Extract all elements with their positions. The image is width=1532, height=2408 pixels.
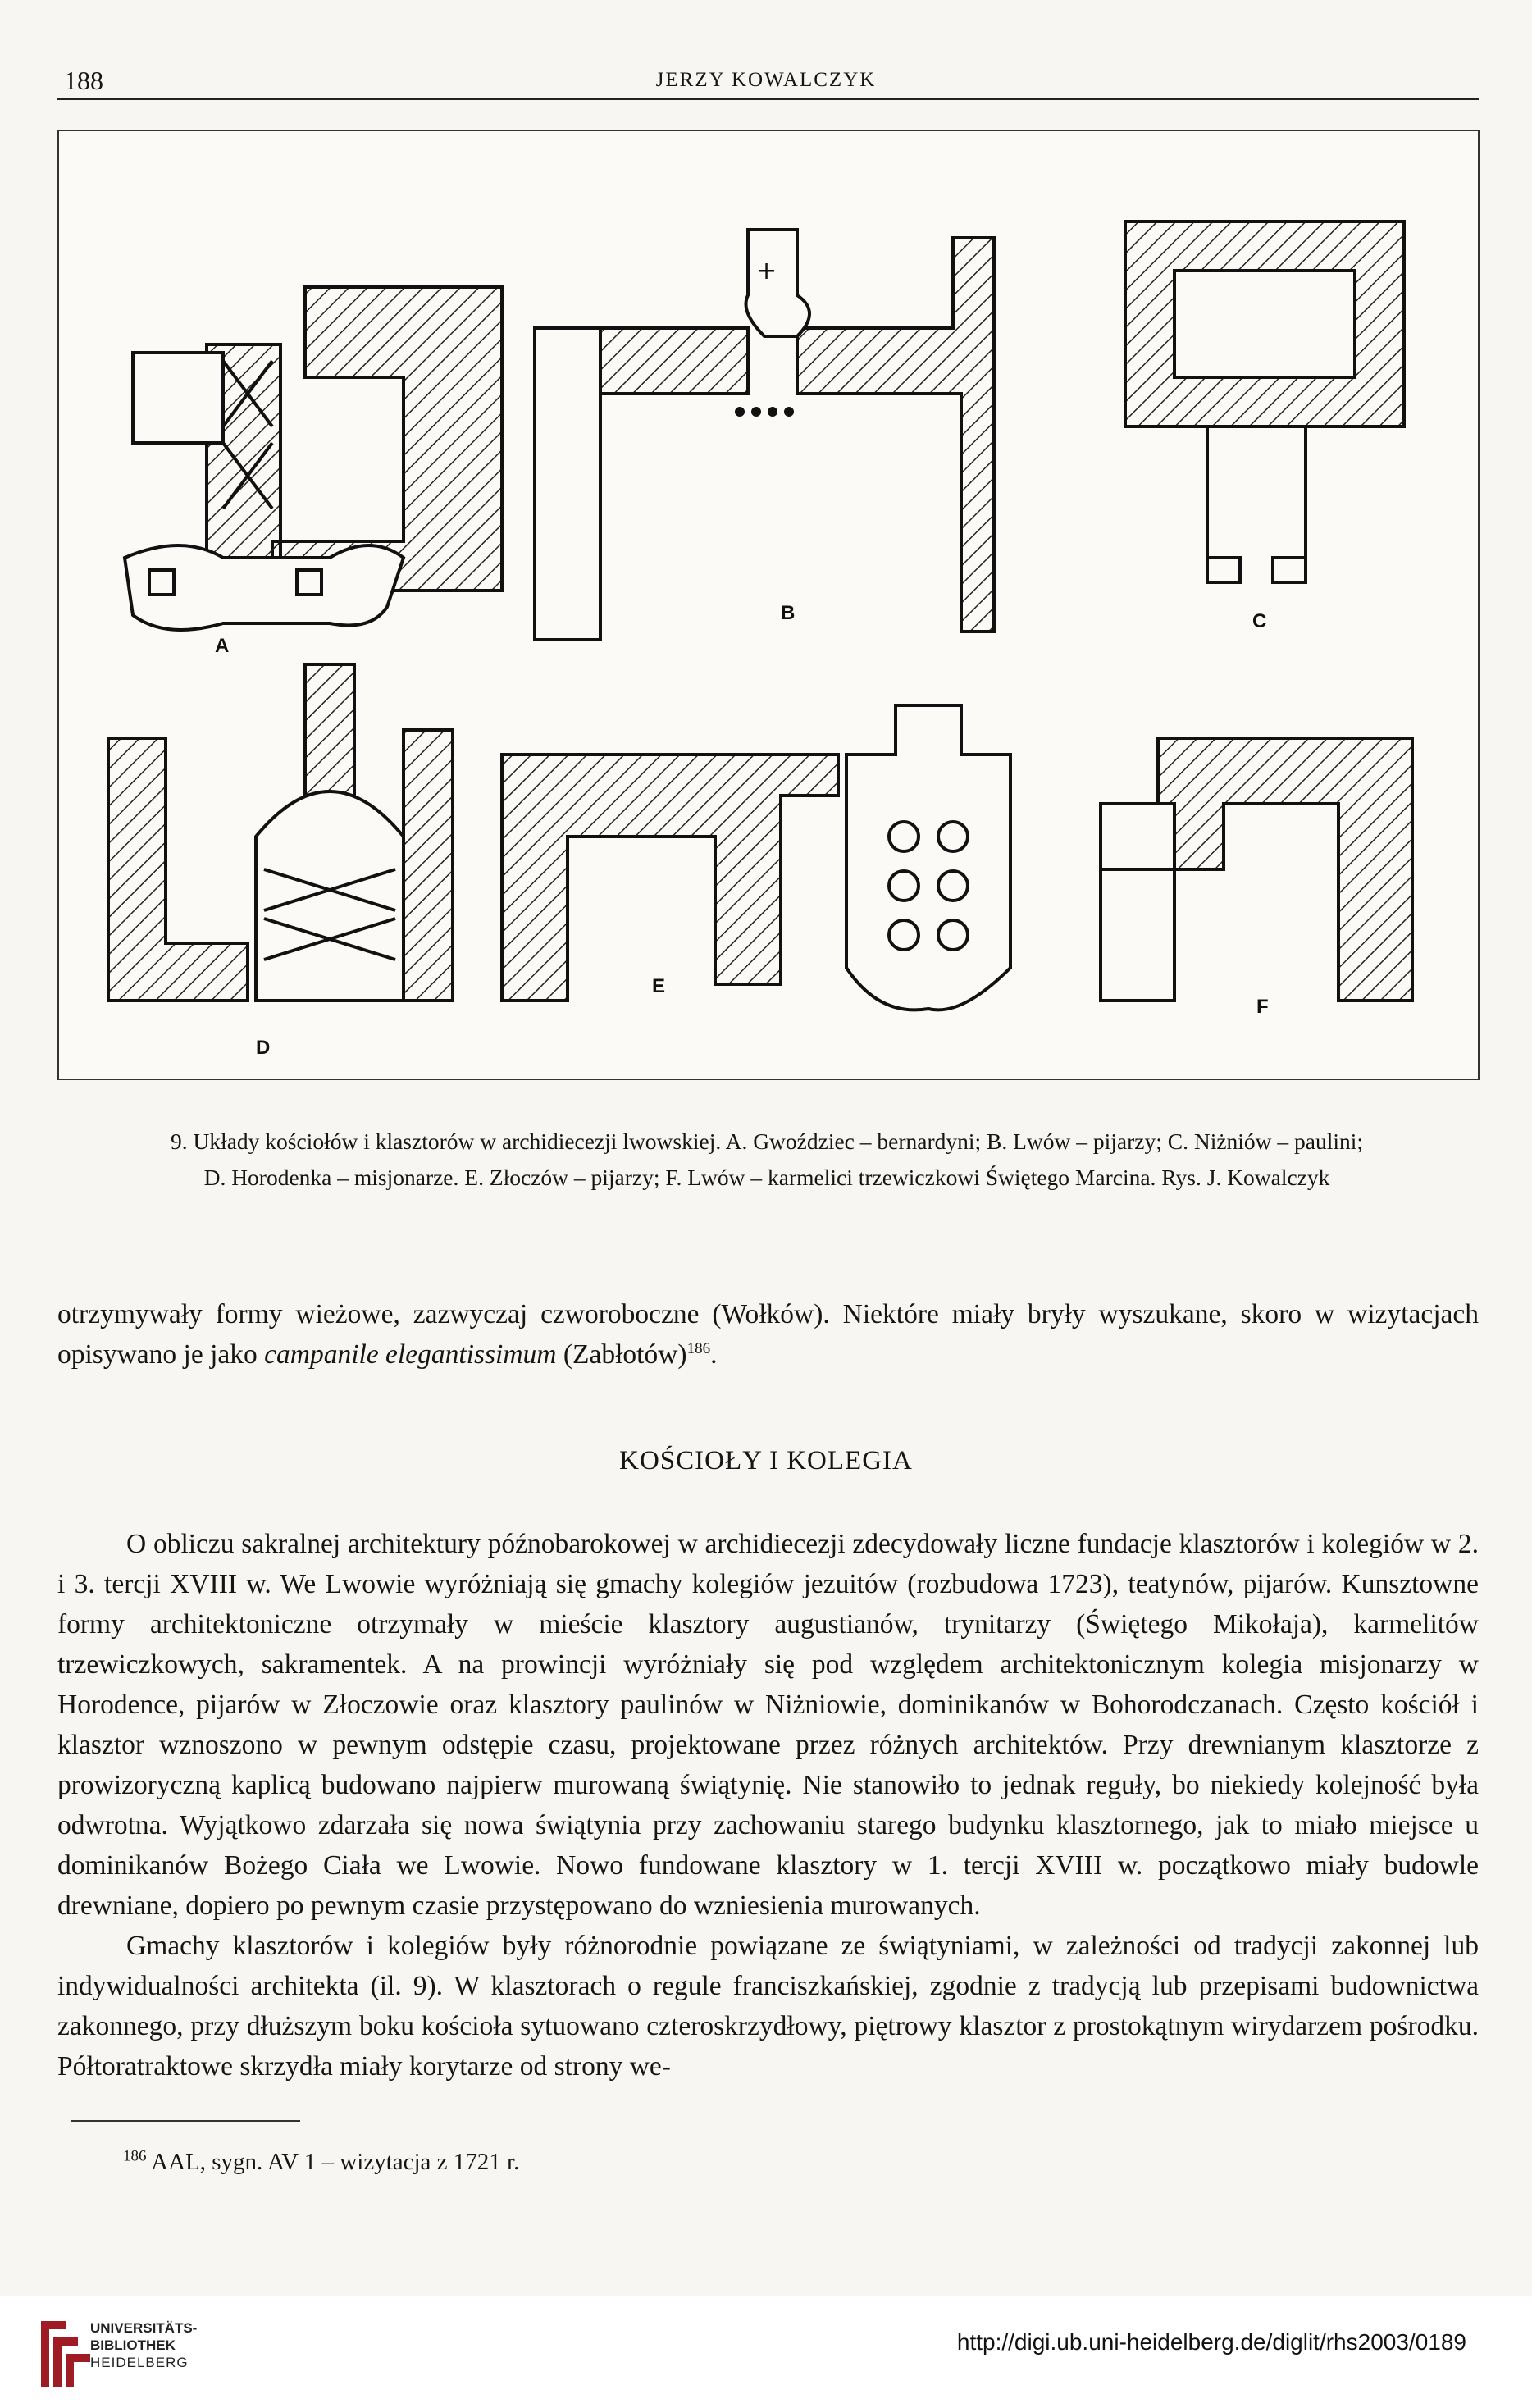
section-heading: KOŚCIOŁY I KOLEGIA <box>619 1446 913 1475</box>
library-name <box>90 2319 197 2371</box>
footnote-number: 186 <box>123 2147 147 2165</box>
main-text <box>57 1524 1479 2086</box>
running-head: JERZY KOWALCZYK <box>655 69 877 91</box>
page-number: 188 <box>64 66 103 95</box>
plan-d <box>108 664 453 1001</box>
intro-end: . <box>710 1339 718 1370</box>
intro-text-after: (Zabłotów) <box>556 1339 687 1370</box>
plan-c <box>1125 221 1404 582</box>
paragraph: Gmachy klasztorów i kolegiów były różnorodnie powiązane ze świątyniami, w zależności od tradycji zakonnej lub indywidualności architekta (il. 9). W klasztorach o regule franciszkańskiej, zgodnie z tradycją lub przepisami budownictwa zakonnego, przy dłuższym boku kościoła sytuowano czteroskrzydłowy, piętrowy klasztor z prostokątnym wirydarzem pośrodku. Półtoratraktowe skrzydła miały korytarze od strony we- <box>57 1931 1479 2082</box>
figure-plans <box>57 130 1480 1080</box>
plan-label-f: F <box>1256 996 1269 1018</box>
caption-line-1: 9. Układy kościołów i klasztorów w archidiecezji lwowskiej. A. Gwoździec – bernardyni; B. Lwów – pijarzy; C. Niżniów – paulini; <box>170 1129 1364 1154</box>
plan-f <box>1101 738 1412 1001</box>
plan-label-b: B <box>781 602 796 624</box>
floor-plan-drawings <box>59 131 1478 1079</box>
library-line-2: BIBLIOTHEK <box>90 2337 176 2353</box>
library-line-1: UNIVERSITÄTS- <box>90 2320 198 2336</box>
plan-a <box>125 287 502 630</box>
footnote-text: AAL, sygn. AV 1 – wizytacja z 1721 r. <box>151 2149 520 2175</box>
plan-label-c: C <box>1252 610 1267 632</box>
intro-paragraph <box>57 1294 1479 1375</box>
library-line-3: HEIDELBERG <box>90 2355 189 2370</box>
footnote-rule <box>71 2120 300 2122</box>
paragraph: O obliczu sakralnej architektury późnobarokowej w archidiecezji zdecydowały liczne fundacje klasztorów i kolegiów w 2. i 3. tercji XVIII w. We Lwowie wyróżniają się gmachy kolegiów jezuitów (rozbudowa 1723), teatynów, pijarów. Kunsztowne formy architektoniczne otrzymały w mieście klasztory augustianów, trynitarzy (Świętego Mikołaja), karmelitów trzewiczkowych, sakramentek. A na prowincji wyróżniały się pod względem architektonicznym kolegia misjonarzy w Horodence, pijarów w Złoczowie oraz klasztory paulinów w Niżniowie, dominikanów w Bohorodczanach. Często kościół i klasztor wznoszono w pewnym odstępie czasu, projektowane przez różnych architektów. Przy drewnianym klasztorze z prowizoryczną kaplicą budowano najpierw murowaną świątynię. Nie stanowiło to jednak reguły, bo niekiedy kolejność była odwrotna. Wyjątkowo zdarzała się nowa świątynia przy zachowaniu starego budynku klasztornego, jak to miało miejsce u dominikanów Bożego Ciała we Lwowie. Nowo fundowane klasztory w 1. tercji XVIII w. początkowo miały budowle drewniane, dopiero po pewnym czasie przystępowano do wzniesienia murowanych. <box>57 1529 1479 1921</box>
plan-e <box>502 705 1010 1010</box>
plan-label-d: D <box>256 1037 271 1059</box>
plan-label-e: E <box>652 975 666 997</box>
header-rule <box>57 98 1479 100</box>
intro-italic: campanile elegantissimum <box>264 1339 557 1370</box>
svg-text:+: + <box>756 257 777 285</box>
figure-caption <box>57 1124 1476 1196</box>
footnote <box>123 2149 519 2176</box>
library-logo-icon <box>33 2313 98 2395</box>
intro-text: otrzymywały formy wieżowe, zazwyczaj czworoboczne (Wołków). Niektóre miały bryły wyszukane, skoro w wizytacjach opisywano je jako <box>57 1299 1479 1370</box>
plan-b <box>535 230 994 640</box>
caption-line-2: D. Horodenka – misjonarze. E. Złoczów – pijarzy; F. Lwów – karmelici trzewiczkowi Świętego Marcina. Rys. J. Kowalczyk <box>203 1165 1330 1190</box>
footnote-ref[interactable]: 186 <box>686 1339 711 1357</box>
plan-label-a: A <box>215 635 230 657</box>
source-url-link[interactable]: http://digi.ub.uni-heidelberg.de/diglit/rhs2003/0189 <box>956 2329 1466 2355</box>
